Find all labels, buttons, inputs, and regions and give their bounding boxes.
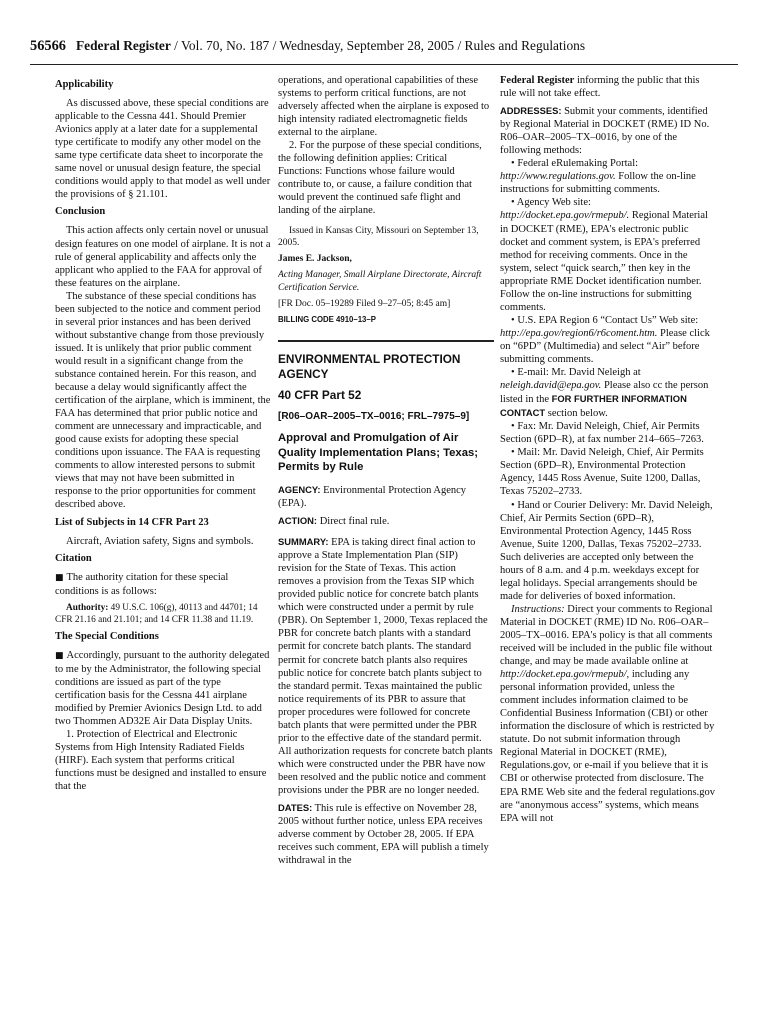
signer-name: James E. Jackson,	[278, 254, 352, 265]
paragraph-item-2: 2. For the purpose of these special conditions, the following definition applies: Critical Functions: Functions whose failure would contribute to, or cause, a failure condition that would prevent the continued safe flight and landing of the airplane.	[278, 140, 482, 217]
link-epa-docket-2[interactable]: http://docket.epa.gov/rmepub/,	[500, 669, 630, 681]
list-item-region6-contact: • U.S. EPA Region 6 “Contact Us” Web site: http://epa.gov/region6/r6coment.htm. Please click on “6PD” (Multimedia) and select “Air” before submitting comments.	[500, 314, 710, 365]
page-number: 56566	[30, 38, 66, 54]
section-divider	[278, 340, 494, 342]
paragraph-conclusion-1: This action affects only certain novel or unusual design features on one model of airplane. It is not a rule of general applicability and affects only the applicant who applied to the FAA for approval of these features on the airplane.	[55, 225, 271, 289]
bullet-icon: •	[511, 158, 515, 170]
bullet-icon: •	[511, 367, 515, 379]
agency-line: AGENCY: Environmental Protection Agency (EPA).	[278, 483, 467, 509]
paragraph-continued: operations, and operational capabilities of these systems to perform critical functions, are not adversely affected when the airplane is exposed to high intensity radiated electromagnetic fields external to the airplane.	[278, 75, 490, 139]
docket-number: [R06–OAR–2005–TX–0016; FRL–7975–9]	[278, 411, 470, 423]
paragraph-subjects: Aircraft, Aviation safety, Signs and symbols.	[66, 535, 254, 547]
header-rule	[30, 64, 738, 65]
list-item-fax: • Fax: Mr. David Neleigh, Chief, Air Permits Section (6PD–R), at fax number 214–665–7263.	[500, 421, 704, 446]
link-epa-docket[interactable]: http://docket.epa.gov/rmepub/.	[500, 210, 630, 222]
agency-heading: ENVIRONMENTAL PROTECTION AGENCY	[278, 352, 461, 381]
paragraph-citation: ■ The authority citation for these special conditions is as follows:	[55, 571, 229, 597]
document-title: Approval and Promulgation of Air Quality Implementation Plans; Texas; Permits by Rule	[278, 432, 479, 474]
heading-special-conditions: The Special Conditions	[55, 630, 159, 642]
issue-info: / Vol. 70, No. 187 / Wednesday, September 28, 2005 / Rules and Regulations	[170, 38, 586, 53]
list-item-regulations-portal: • Federal eRulemaking Portal: http://www.regulations.gov. Follow the on-line instructions for submitting comments.	[500, 158, 696, 196]
paragraph-special-conditions: ■ Accordingly, pursuant to the authority delegated to me by the Administrator, the following special conditions are issued as part of the type certification basis for the Cessna 441 airplane modified by Premier Avionics Design Ltd. to add two Thommen AD32E Air Data Display Units.	[55, 649, 270, 728]
link-regulations-gov[interactable]: http://www.regulations.gov.	[500, 171, 616, 183]
heading-conclusion: Conclusion	[55, 206, 106, 218]
bullet-icon: •	[511, 314, 515, 326]
column-2	[278, 74, 494, 1014]
heading-applicability: Applicability	[55, 79, 114, 90]
bullet-icon: •	[511, 499, 515, 511]
square-bullet-icon: ■	[55, 572, 64, 583]
issued-line: Issued in Kansas City, Missouri on September 13, 2005.	[278, 225, 479, 248]
paragraph-continued: Federal Register informing the public that this rule will not take effect.	[500, 75, 700, 100]
square-bullet-icon: ■	[55, 650, 64, 661]
paragraph-applicability: As discussed above, these special conditions are applicable to the Cessna 441. Should Premier Avionics apply at a later date for a supplemental type certificate to modify any other model on the same type certificate data sheet to incorporate the same novel or unusual design feature, the special conditions would apply to that model as well under the provisions of § 21.101.	[55, 98, 271, 201]
list-item-email: • E-mail: Mr. David Neleigh at neleigh.david@epa.gov. Please also cc the person listed in the FOR FURTHER INFORMATION CONTACT section below.	[500, 367, 709, 420]
addresses-paragraph: ADDRESSES: Submit your comments, identified by Regional Material in DOCKET (RME) ID No. R06–OAR–2005–TX–0016, by one of the following methods:	[500, 105, 710, 157]
authority-note: Authority: 49 U.S.C. 106(g), 40113 and 44701; 14 CFR 21.16 and 21.101; and 14 CFR 11.38 and 11.19.	[55, 602, 258, 625]
action-line: ACTION: Direct final rule.	[278, 515, 390, 528]
paragraph-item-1: 1. Protection of Electrical and Electronic Systems from High Intensity Radiated Fields (HIRF). Each system that performs critical functions must be designed and installed to ensure that the	[55, 729, 267, 793]
bullet-icon: •	[511, 421, 515, 433]
bullet-icon: •	[511, 197, 515, 209]
cfr-part: 40 CFR Part 52	[278, 388, 362, 403]
billing-code: BILLING CODE 4910–13–P	[278, 315, 376, 325]
fr-doc-line: [FR Doc. 05–19289 Filed 9–27–05; 8:45 am]	[278, 299, 451, 309]
heading-list-of-subjects: List of Subjects in 14 CFR Part 23	[55, 516, 209, 528]
list-item-hand-delivery: • Hand or Courier Delivery: Mr. David Neleigh, Chief, Air Permits Section (6PD–R), Environmental Protection Agency, 1445 Ross Avenue, Suite 1200, Dallas, Texas 75202–2733. Such deliveries are accepted only between the hours of 8 a.m. and 4 p.m. weekdays except for legal holidays. Special arrangements should be made for deliveries of boxed information.	[500, 499, 713, 602]
signer-title: Acting Manager, Small Airplane Directorate, Aircraft Certification Service.	[278, 270, 482, 293]
bullet-icon: •	[511, 447, 515, 459]
link-region6[interactable]: http://epa.gov/region6/r6coment.htm.	[500, 327, 658, 339]
link-email[interactable]: neleigh.david@epa.gov.	[500, 380, 602, 392]
heading-citation: Citation	[55, 552, 92, 564]
paragraph-conclusion-2: The substance of these special conditions has been subjected to the notice and comment period in several prior instances and has been derived without substantive change from those previously issued. It is unlikely that prior public comment would result in a significant change from the substance contained herein. For this reason, and because a delay would significantly affect the certification of the airplane, which is imminent, the FAA has determined that prior public notice and comment are unnecessary and impracticable, and good cause exists for adopting these special conditions upon issuance. The FAA is requesting comments to allow interested persons to submit views that may not have been submitted in response to the prior opportunities for comment described above.	[55, 290, 271, 511]
running-header	[30, 38, 738, 60]
instructions-paragraph: Instructions: Direct your comments to Regional Material in DOCKET (RME) ID No. R06–OAR–2005–TX–0016. EPA's policy is that all comments received will be included in the public file without change, and may be made available online at http://docket.epa.gov/rmepub/, including any personal information provided, unless the comment includes information claimed to be Confidential Business Information (CBI) or other information the disclosure of which is restricted by statute. Do not submit information through Regional Material in DOCKET (RME), Regulations.gov, or e-mail if you believe that it is CBI or otherwise protected from disclosure. The EPA RME Web site and the federal regulations.gov are “anonymous access” systems, which means EPA will not	[500, 603, 715, 824]
publication-name: Federal Register	[75, 38, 171, 53]
list-item-agency-web-site: • Agency Web site: http://docket.epa.gov/rmepub/. Regional Material in DOCKET (RME), EPA's electronic public docket and comment system, is EPA's preferred method for receiving comments. Once in the system, select “quick search,” then key in the appropriate RME Docket identification number. Follow the on-line instructions for submitting comments.	[500, 197, 708, 313]
dates-paragraph: DATES: This rule is effective on November 28, 2005 without further notice, unless EPA receives adverse comment by October 28, 2005. If EPA receives such comment, EPA will publish a timely withdrawal in the	[278, 802, 489, 867]
column-1	[55, 74, 271, 1014]
column-3	[500, 74, 716, 1014]
list-item-mail: • Mail: Mr. David Neleigh, Chief, Air Permits Section (6PD–R), Environmental Protection Agency, 1445 Ross Avenue, Suite 1200, Dallas, Texas 75202–2733.	[500, 447, 704, 498]
summary-paragraph: SUMMARY: EPA is taking direct final action to approve a State Implementation Plan (SIP) revision for the State of Texas. This action removes a provision from the Texas SIP which provided public notice for concrete batch plants which were constructed under a permit by rule (PBR). On September 1, 2000, Texas replaced the PBR for concrete batch plants with a standard permit for concrete batch plants. The standard permit for concrete batch plants also requires public notice for concrete batch plants subject to the standard permit. Texas maintained the public notice requirements of its PBR to assure that proper procedures were followed for concrete batch plants that were permitted under the PBR prior to the effective date of the standard permit. All authorization requests for concrete batch plants which were constructed under the PBR have now been resolved and the public notice and comment provisions under the PBR are no longer needed.	[278, 536, 493, 796]
